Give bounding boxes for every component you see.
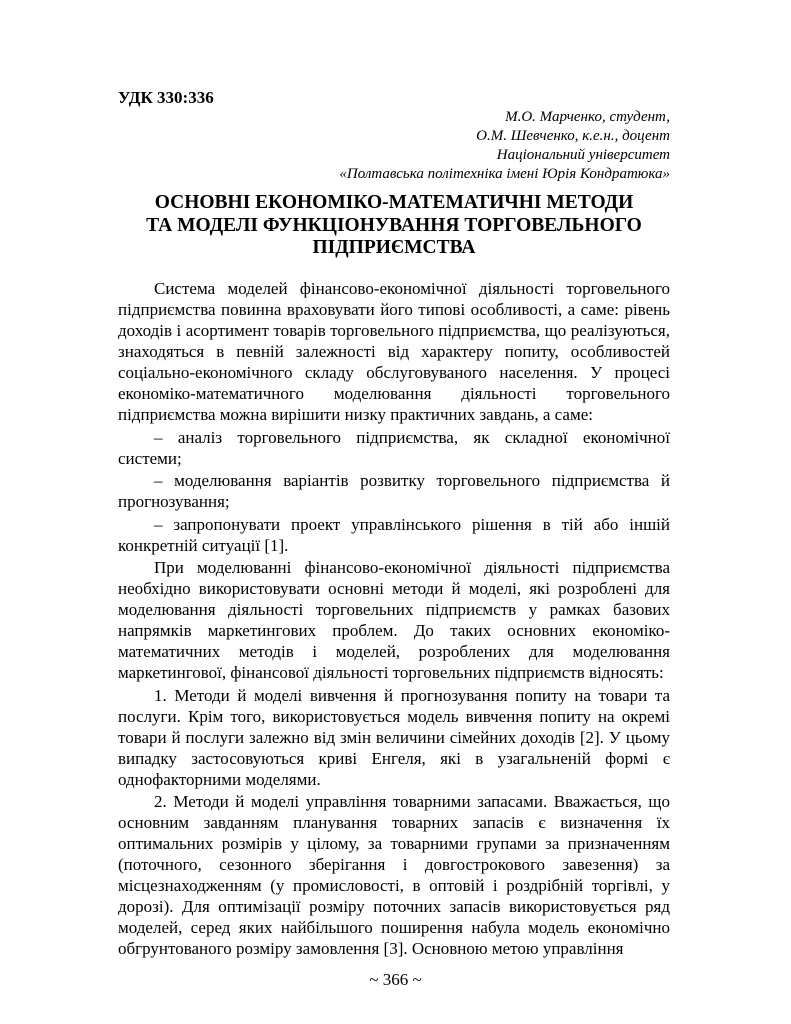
list-item: – аналіз торговельного підприємства, як складної економічної системи;	[118, 427, 670, 468]
article-body	[118, 278, 670, 959]
title-line-3: ПІДПРИЄМСТВА	[312, 237, 476, 258]
affiliation-line-2: «Полтавська політехніка імені Юрія Кондратюка»	[339, 166, 670, 182]
udk-code: УДК 330:336	[118, 88, 214, 107]
paragraph: 1. Методи й моделі вивчення й прогнозування попиту на товари та послуги. Крім того, використовується модель вивчення попиту на окремі товари й послуги залежно від змін величини сімейних доходів [2]. У цьому випадку застосовуються криві Енгеля, які в узагальненій формі є однофакторними моделями.	[118, 685, 670, 789]
paragraph: При моделюванні фінансово-економічної діяльності підприємства необхідно використовувати основні методи й моделі, які розроблені для моделювання діяльності торговельних підприємств у рамках базових напрямків маркетингових проблем. До таких основних економіко-математичних методів і моделей, розроблених для моделювання маркетингової, фінансової діяльності торговельних підприємств відносять:	[118, 558, 670, 682]
paragraph: Система моделей фінансово-економічної діяльності торговельного підприємства повинна враховувати його типові особливості, а саме: рівень доходів і асортимент товарів торговельного підприємства, що реалізуються, знаходяться в певній залежності від характеру попиту, особливостей соціально-економічного складу обслуговуваного населення. У процесі економіко-математичного моделювання діяльності торговельного підприємства можна вирішити низку практичних завдань, а саме:	[118, 279, 670, 424]
page-number: ~ 366 ~	[369, 970, 422, 989]
affiliation-line-1: Національний університет	[496, 147, 670, 163]
title-line-2: ТА МОДЕЛІ ФУНКЦІОНУВАННЯ ТОРГОВЕЛЬНОГО	[146, 214, 642, 236]
paragraph: 2. Методи й моделі управління товарними запасами. Вважається, що основним завданням планування товарних запасів є визначення їх оптимальних розмірів у цілому, за товарними групами за призначенням (поточного, сезонного зберігання і довгострокового завезення) за місцезнаходженням (у промисловості, в оптовій і роздрібній торгівлі, у дорозі). Для оптимізації розміру поточних запасів використовується ряд моделей, серед яких найбільшого поширення набула модель економічно обгрунтованого розміру замовлення [3]. Основною метою управління	[118, 792, 670, 958]
title-line-1: ОСНОВНІ ЕКОНОМІКО-МАТЕМАТИЧНІ МЕТОДИ	[154, 192, 634, 213]
list-item: – запропонувати проект управлінського рішення в тій або іншій конкретній ситуації [1].	[118, 514, 670, 555]
author-2: О.М. Шевченко, к.е.н., доцент	[476, 128, 670, 144]
list-item: – моделювання варіантів розвитку торговельного підприємства й прогнозування;	[118, 471, 670, 511]
author-1: М.О. Марченко, студент,	[505, 109, 670, 125]
